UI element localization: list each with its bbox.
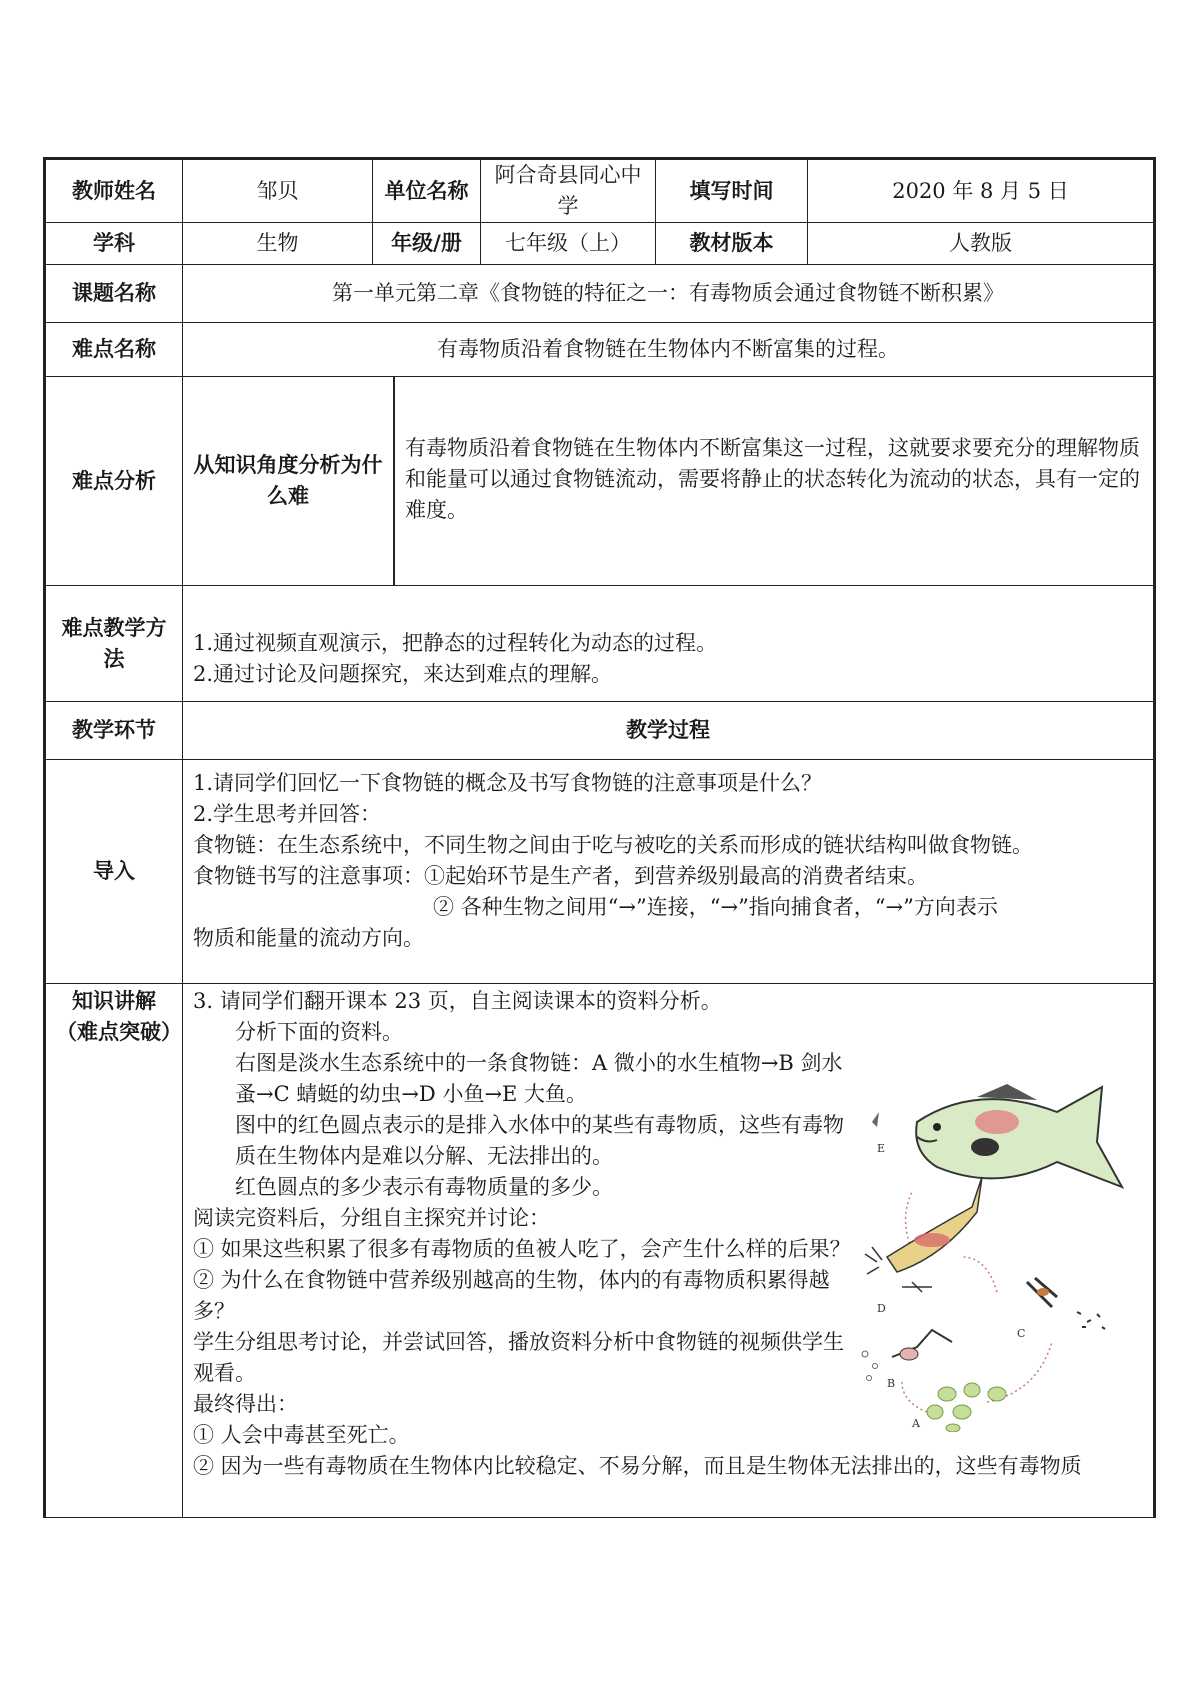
subject-value: 生物 (183, 223, 373, 265)
grade-label: 年级/册 (373, 223, 481, 265)
algae-a (927, 1383, 1006, 1432)
intro-label: 导入 (45, 760, 183, 984)
dragonfly-larva-c (1027, 1278, 1105, 1329)
topic-value: 第一单元第二章《食物链的特征之一：有毒物质会通过食物链不断积累》 (183, 265, 1155, 323)
knowledge-line-2: 分析下面的资料。 (235, 1020, 403, 1044)
analysis-label: 难点分析 (45, 377, 183, 586)
knowledge-cell (183, 984, 1155, 1518)
date-label: 填写时间 (656, 159, 808, 223)
intro-line-2: 2.学生思考并回答： (193, 802, 382, 826)
knowledge-line-4: 图中的红色圆点表示的是排入水体中的某些有毒物质，这些有毒物质在生物体内是难以分解、无法排出的。 (235, 1113, 844, 1168)
knowledge-line-8: ② 为什么在食物链中营养级别越高的生物，体内的有毒物质积累得越多？ (193, 1268, 830, 1323)
process-left-header: 教学环节 (45, 702, 183, 760)
grade-value: 七年级（上） (481, 223, 656, 265)
analysis-cell (183, 377, 1155, 586)
difficulty-value: 有毒物质沿着食物链在生物体内不断富集的过程。 (183, 323, 1155, 377)
big-fish-e (916, 1084, 1122, 1187)
knowledge-line-7: ① 如果这些积累了很多有毒物质的鱼被人吃了，会产生什么样的后果？ (193, 1237, 851, 1261)
label-a: A (912, 1417, 920, 1430)
knowledge-line-9: 学生分组思考讨论，并尝试回答，播放资料分析中食物链的视频供学生观看。 (193, 1330, 844, 1385)
analysis-sub-label: 从知识角度分析为什么难 (183, 377, 395, 585)
edition-value: 人教版 (808, 223, 1155, 265)
label-e: E (877, 1142, 886, 1155)
method-cell (183, 586, 1155, 702)
difficulty-label: 难点名称 (45, 323, 183, 377)
knowledge-sublabel: （难点突破） (56, 1020, 182, 1044)
knowledge-line-11: ① 人会中毒甚至死亡。 (193, 1423, 410, 1447)
teacher-label: 教师姓名 (45, 159, 183, 223)
knowledge-line-10: 最终得出： (193, 1392, 298, 1416)
food-chain-illustration (857, 1082, 1147, 1432)
subject-label: 学科 (45, 223, 183, 265)
intro-line-1: 1.请同学们回忆一下食物链的概念及书写食物链的注意事项是什么？ (193, 771, 823, 795)
intro-line-4: 食物链书写的注意事项：①起始环节是生产者，到营养级别最高的消费者结束。 (193, 864, 928, 888)
process-right-header: 教学过程 (183, 702, 1155, 760)
label-c: C (1017, 1327, 1026, 1340)
date-value: 2020 年 8 月 5 日 (808, 159, 1155, 223)
intro-line-5: ② 各种生物之间用“→”连接，“→”指向捕食者，“→”方向表示 (433, 895, 998, 919)
intro-cell (183, 760, 1155, 984)
unit-label: 单位名称 (373, 159, 481, 223)
knowledge-label: 知识讲解 (72, 989, 156, 1013)
method-label: 难点教学方法 (45, 586, 183, 702)
analysis-text: 有毒物质沿着食物链在生物体内不断富集这一过程，这就要求要充分的理解物质和能量可以通过食物链流动，需要将静止的状态转化为流动的状态，具有一定的难度。 (405, 436, 1140, 522)
teacher-name: 邹贝 (183, 159, 373, 223)
small-fish-d (865, 1177, 982, 1274)
label-d: D (877, 1302, 886, 1315)
unit-name: 阿合奇县同心中学 (481, 159, 656, 223)
knowledge-line-12: ② 因为一些有毒物质在生物体内比较稳定、不易分解，而且是生物体无法排出的，这些有毒物质 (193, 1454, 1082, 1478)
intro-line-6: 物质和能量的流动方向。 (193, 926, 424, 950)
label-b: B (887, 1377, 896, 1390)
copepod-b (862, 1330, 952, 1381)
knowledge-line-3: 右图是淡水生态系统中的一条食物链：A 微小的水生植物→B 剑水蚤→C 蜻蜓的幼虫→D 小鱼→E 大鱼。 (235, 1051, 843, 1106)
method-line-2: 2.通过讨论及问题探究，来达到难点的理解。 (193, 661, 613, 686)
knowledge-line-6: 阅读完资料后，分组自主探究并讨论： (193, 1206, 550, 1230)
knowledge-line-1: 3. 请同学们翻开课本 23 页，自主阅读课本的资料分析。 (193, 989, 722, 1013)
knowledge-label-cell (45, 984, 183, 1518)
knowledge-line-5: 红色圆点的多少表示有毒物质量的多少。 (235, 1175, 613, 1199)
edition-label: 教材版本 (656, 223, 808, 265)
method-line-1: 1.通过视频直观演示，把静态的过程转化为动态的过程。 (193, 630, 718, 655)
intro-line-3: 食物链：在生态系统中，不同生物之间由于吃与被吃的关系而形成的链状结构叫做食物链。 (193, 833, 1033, 857)
topic-label: 课题名称 (45, 265, 183, 323)
lesson-plan-table (43, 157, 1156, 1518)
